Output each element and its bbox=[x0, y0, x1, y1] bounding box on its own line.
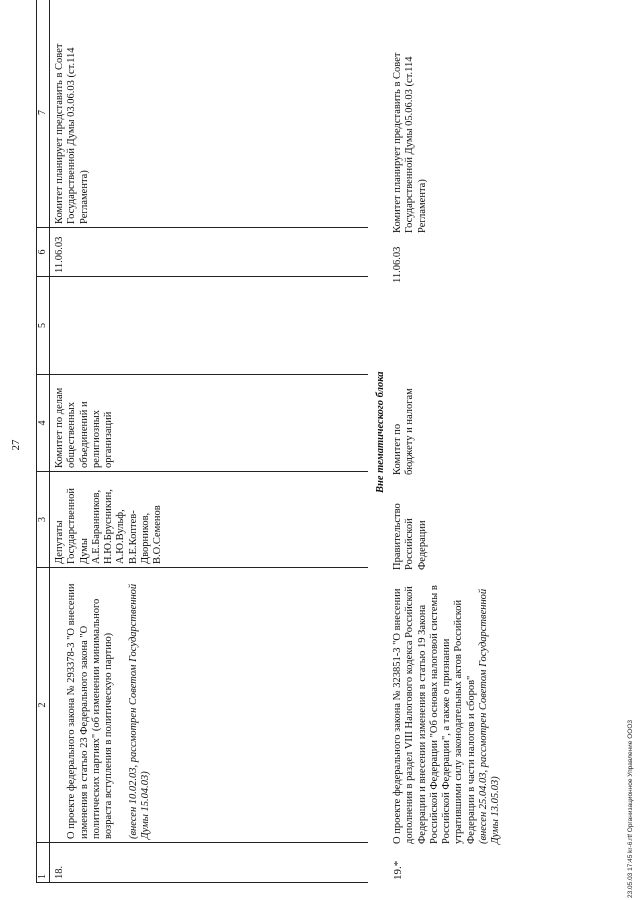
agenda-table bbox=[36, 0, 368, 883]
date: 11.06.03 bbox=[54, 236, 65, 273]
initiator-cell bbox=[50, 472, 368, 568]
committee: Комитет по бюджету и налогам bbox=[392, 388, 416, 475]
date-cell bbox=[50, 228, 368, 277]
section-heading-row bbox=[375, 8, 389, 883]
bill-title: О проекте федерального закона № 293378-3 "О внесении изменения в статью 23 Федерального закона "О политических партиях" (об изменении минимального возраста вступления в политическую партию) bbox=[66, 583, 115, 839]
status-cell bbox=[50, 0, 368, 228]
column-header-7: 7 bbox=[37, 0, 50, 228]
bill-note: (внесен 10.02.03, рассмотрен Советом Государственной Думы 15.04.03) bbox=[127, 583, 152, 839]
column-header-1: 1 bbox=[37, 843, 50, 883]
status: Комитет планирует представить в Совет Государственной Думы 05.06.03 (ст.114 Регламента) bbox=[392, 52, 428, 233]
bill-note: (внесен 25.04.03, рассмотрен Советом Государственной Думы 13.05.03) bbox=[478, 588, 502, 844]
date: 11.06.03 bbox=[392, 246, 403, 283]
initiator: Правительство Российской Федерации bbox=[392, 503, 428, 570]
column-header-3: 3 bbox=[37, 472, 50, 568]
column-header-5: 5 bbox=[37, 277, 50, 375]
bill-title-cell bbox=[50, 568, 368, 843]
column-5-cell bbox=[50, 277, 368, 375]
column-header-4: 4 bbox=[37, 375, 50, 472]
document-footer: 23.05.03 17:45 kr-6.rtf Организационное Управление ООО3 bbox=[627, 720, 634, 898]
table-header-row bbox=[37, 0, 50, 883]
initiator: Депутаты Государственной Думы А.Е.Баранников, Н.Ю.Брусникин, А.Ю.Вульф, В.Е.Коптев-Дворников, В.О.Семенов bbox=[54, 488, 164, 564]
status: Комитет планирует представить в Совет Государственной Думы 03.06.03 (ст.114 Регламента) bbox=[54, 43, 90, 224]
row-number: 18. bbox=[50, 843, 368, 883]
committee: Комитет по делам общественных объединений и религиозных организаций bbox=[54, 387, 115, 468]
column-5-value bbox=[50, 277, 54, 374]
page-number: 27 bbox=[10, 439, 22, 451]
bill-title-cell bbox=[392, 576, 503, 844]
table-row bbox=[50, 0, 368, 883]
committee-cell bbox=[50, 375, 368, 472]
row-number: 19.* bbox=[392, 860, 404, 880]
section-heading: Вне тематического блока bbox=[375, 371, 386, 493]
column-header-2: 2 bbox=[37, 568, 50, 843]
column-header-6: 6 bbox=[37, 228, 50, 277]
bill-title: О проекте федерального закона № 323851-3 "О внесении дополнения в раздел VIII Налогового кодекса Российской Федерации и внесении изменения в статью 19 Закона Российской Федерации "Об основах налоговой системы в Российской Федерации", а также о признании утратившими силу законодательных актов Российской Федерации в части налогов и сборов" bbox=[392, 585, 477, 844]
